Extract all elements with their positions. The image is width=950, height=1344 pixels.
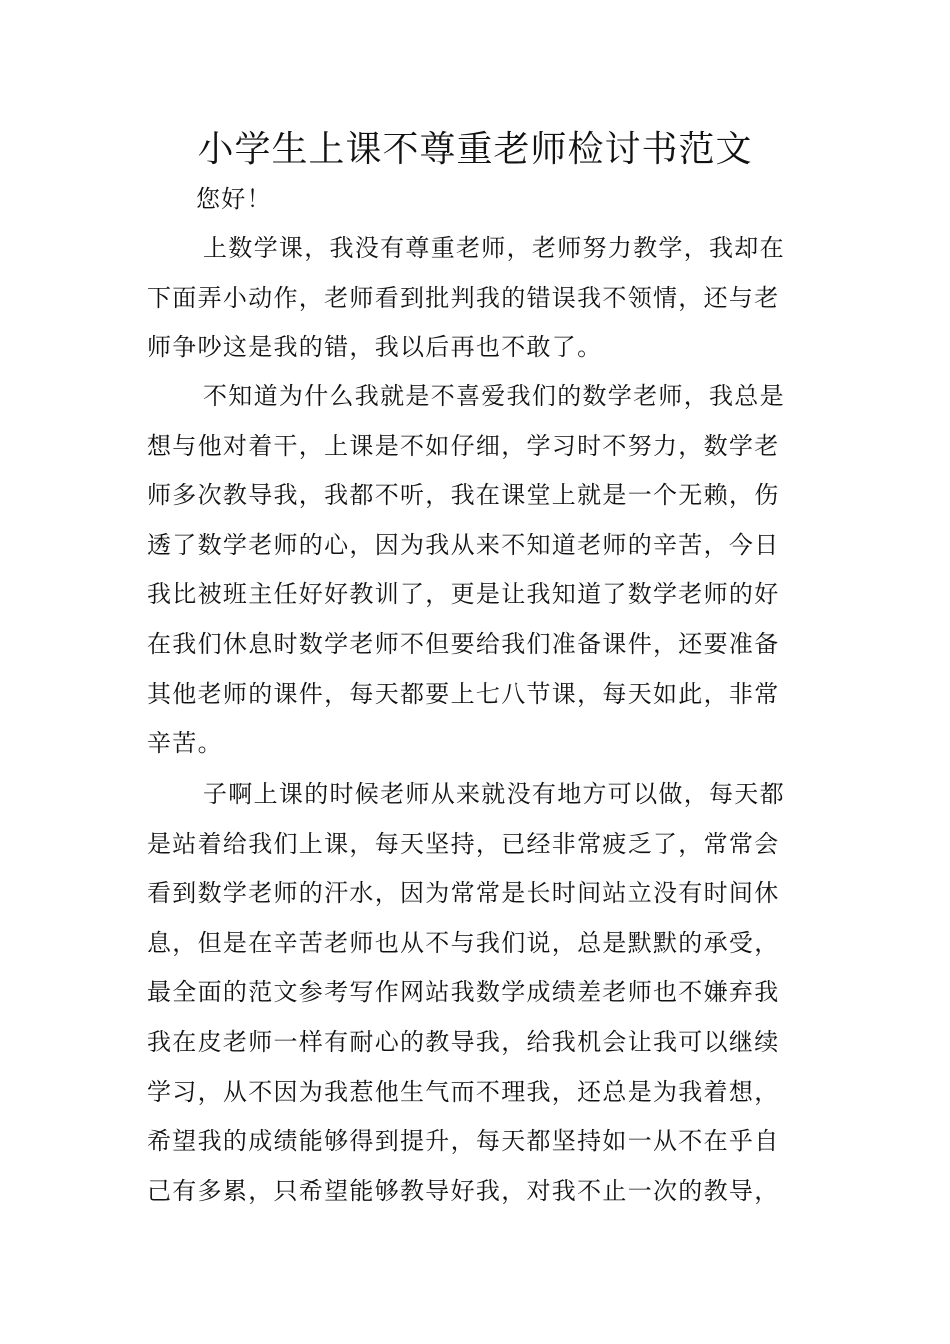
paragraph-line: 在我们休息时数学老师不但要给我们准备课件，还要准备 bbox=[147, 629, 780, 658]
paragraph-line: 最全面的范文参考写作网站我数学成绩差老师也不嫌弃我 bbox=[147, 978, 780, 1007]
paragraph-line: 我比被班主任好好教训了，更是让我知道了数学老师的好 bbox=[147, 580, 780, 609]
paragraph-line: 师争吵这是我的错，我以后再也不敢了。 bbox=[147, 333, 603, 362]
paragraph-line: 希望我的成绩能够得到提升，每天都坚持如一从不在乎自 bbox=[147, 1127, 780, 1156]
paragraph-line: 是站着给我们上课，每天坚持，已经非常疲乏了，常常会 bbox=[147, 829, 780, 858]
paragraph-line: 不知道为什么我就是不喜爱我们的数学老师，我总是 bbox=[203, 382, 785, 410]
document-title: 小学生上课不尊重老师检讨书范文 bbox=[197, 129, 753, 170]
paragraph-line: 看到数学老师的汗水，因为常常是长时间站立没有时间休 bbox=[147, 879, 780, 908]
paragraph-line: 己有多累，只希望能够教导好我，对我不止一次的教导， bbox=[147, 1176, 780, 1205]
paragraph-line: 其他老师的课件，每天都要上七八节课，每天如此，非常 bbox=[147, 679, 780, 708]
greeting: 您好！ bbox=[196, 185, 272, 213]
paragraph-line: 息，但是在辛苦老师也从不与我们说，总是默默的承受， bbox=[147, 928, 780, 957]
paragraph-line: 学习，从不因为我惹他生气而不理我，还总是为我着想， bbox=[147, 1077, 780, 1106]
paragraph-line: 上数学课，我没有尊重老师，老师努力教学，我却在 bbox=[203, 234, 785, 262]
paragraph-2 bbox=[147, 372, 807, 769]
paragraph-line: 我在皮老师一样有耐心的教导我，给我机会让我可以继续 bbox=[147, 1027, 780, 1056]
paragraph-line: 透了数学老师的心，因为我从来不知道老师的辛苦，今日 bbox=[147, 530, 780, 559]
paragraph-line: 辛苦。 bbox=[147, 729, 223, 758]
paragraph-line: 子啊上课的时候老师从来就没有地方可以做，每天都 bbox=[203, 780, 785, 808]
paragraph-3 bbox=[147, 770, 807, 1216]
paragraph-1 bbox=[147, 224, 807, 373]
paragraph-line: 下面弄小动作，老师看到批判我的错误我不领情，还与老 bbox=[147, 283, 780, 312]
paragraph-line: 想与他对着干，上课是不如仔细，学习时不努力，数学老 bbox=[147, 431, 780, 460]
paragraph-line: 师多次教导我，我都不听，我在课堂上就是一个无赖，伤 bbox=[147, 481, 780, 510]
